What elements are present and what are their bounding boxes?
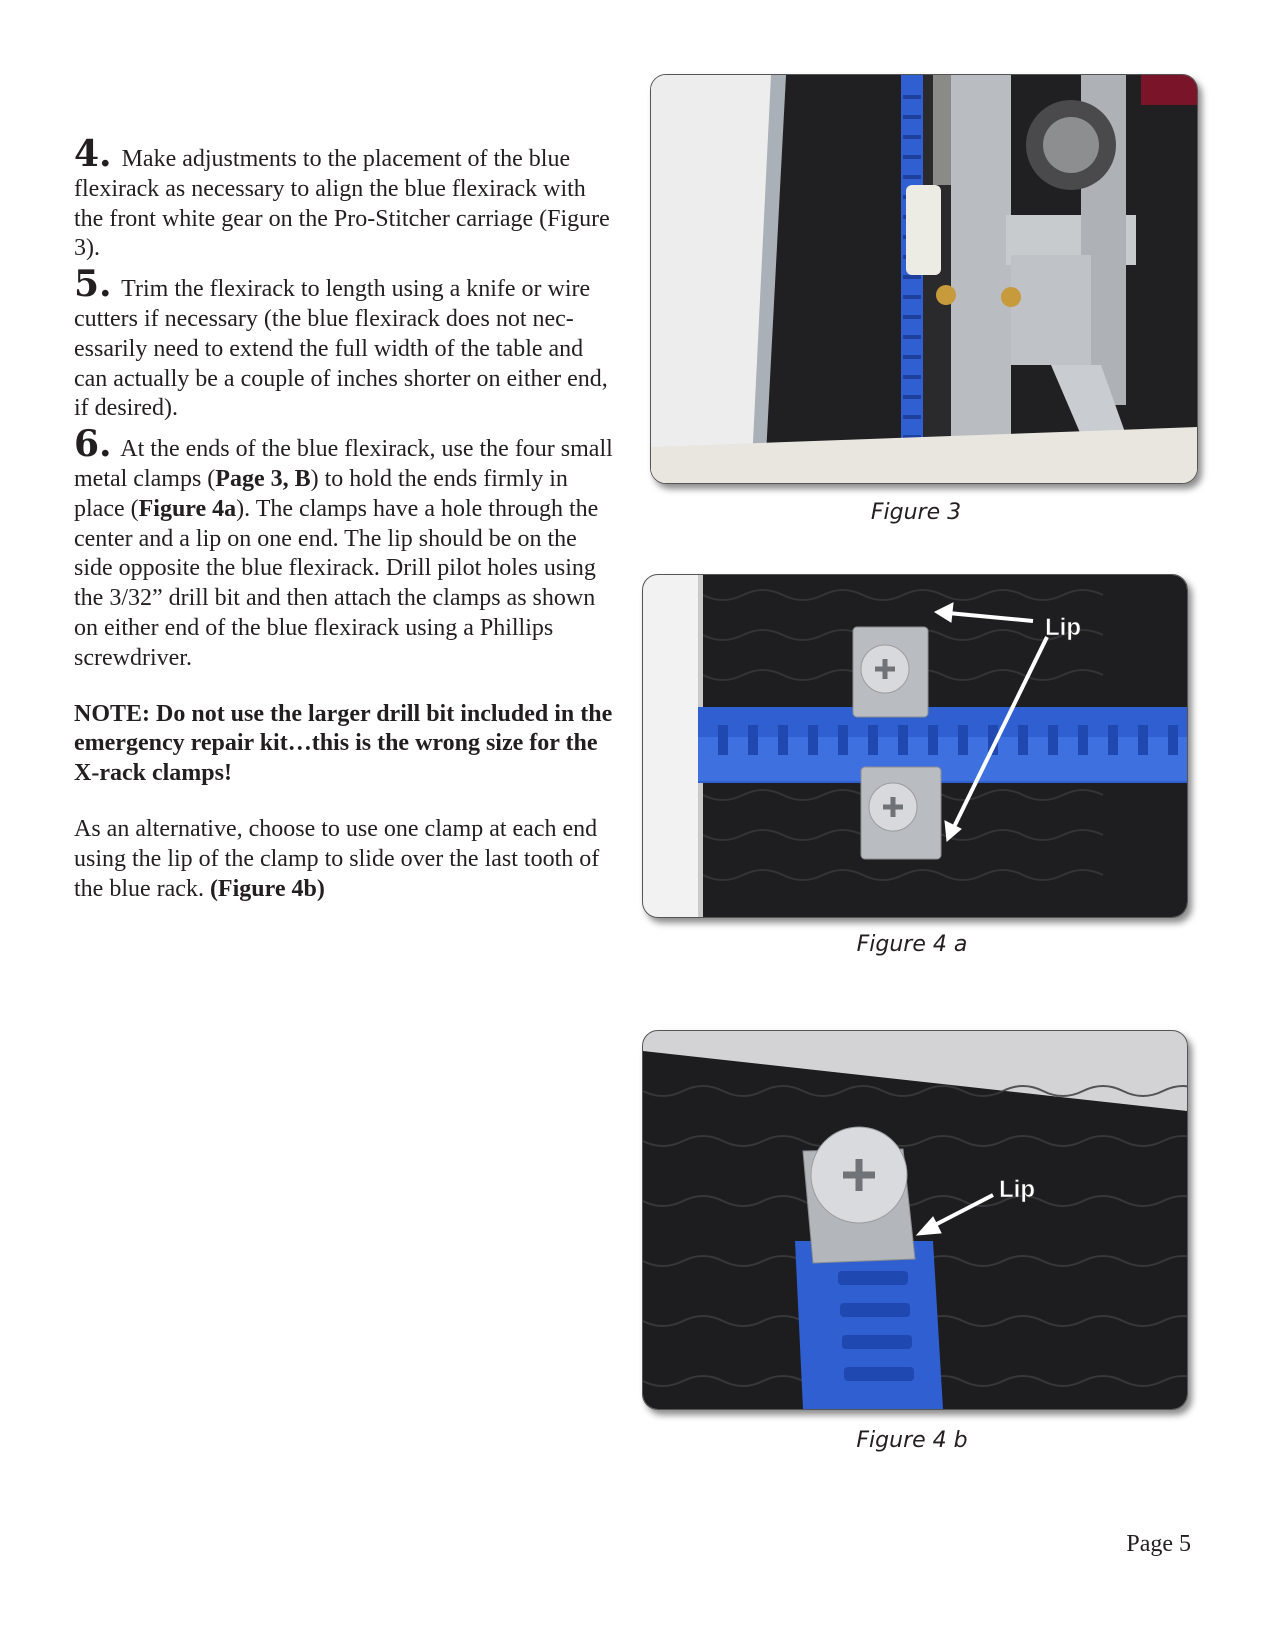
step-text: Trim the flexirack to length using a knife or wire cutters if necessary (the blue flexirack does not nec-essarily need to extend the full width of the table and can actually be a couple of inches shorter on either end, if desired). (74, 276, 608, 422)
step-text: ). The clamps have a hole through the center and a lip on one end. The lip should be on the side opposite the blue flexirack. Drill pilot holes using the 3/32” drill bit and then attach the clamps as shown on either end of the blue flexirack using a Phillips screwdriver. (74, 495, 599, 671)
lip-label: Lip (1045, 614, 1081, 641)
figure-4b-photo (642, 1030, 1188, 1410)
figure-4b-caption: Figure 4 b (856, 1428, 968, 1453)
figure-reference: (Figure 4b) (209, 875, 325, 902)
step-number: 6. (74, 423, 112, 466)
lip-label: Lip (999, 1176, 1035, 1203)
step-text: At the ends of the blue flexirack, use the four small metal clamps ( (74, 436, 613, 492)
step-4 (74, 133, 619, 264)
figure-4a-photo (642, 574, 1188, 918)
figure-3-caption: Figure 3 (870, 500, 962, 525)
step-6 (74, 423, 619, 673)
note-warning: NOTE: Do not use the larger drill bit included in the emergency repair kit…this is the wrong size for the X-rack clamps! (74, 700, 613, 787)
step-number: 5. (74, 263, 112, 306)
figure-3-photo (650, 74, 1198, 484)
step-text: Make adjustments to the placement of the blue flexirack as necessary to align the blue flexirack with the front white gear on the Pro-Stitcher carriage (Figure 3). (74, 146, 610, 262)
page-number: Page 5 (1126, 1531, 1191, 1557)
alternative-paragraph (74, 815, 619, 904)
alternative-text: As an alternative, choose to use one clamp at each end using the lip of the clamp to slide over the last tooth of the blue rack. (74, 815, 600, 902)
page-reference: Page 3, B (215, 465, 311, 492)
step-number: 4. (74, 133, 112, 175)
figure-reference: Figure 4a (138, 495, 237, 522)
step-5 (74, 263, 619, 424)
instructions-column (74, 133, 619, 928)
figure-4a-caption: Figure 4 a (856, 932, 968, 957)
step-text: ) to hold the ends firmly in place ( (74, 465, 568, 522)
